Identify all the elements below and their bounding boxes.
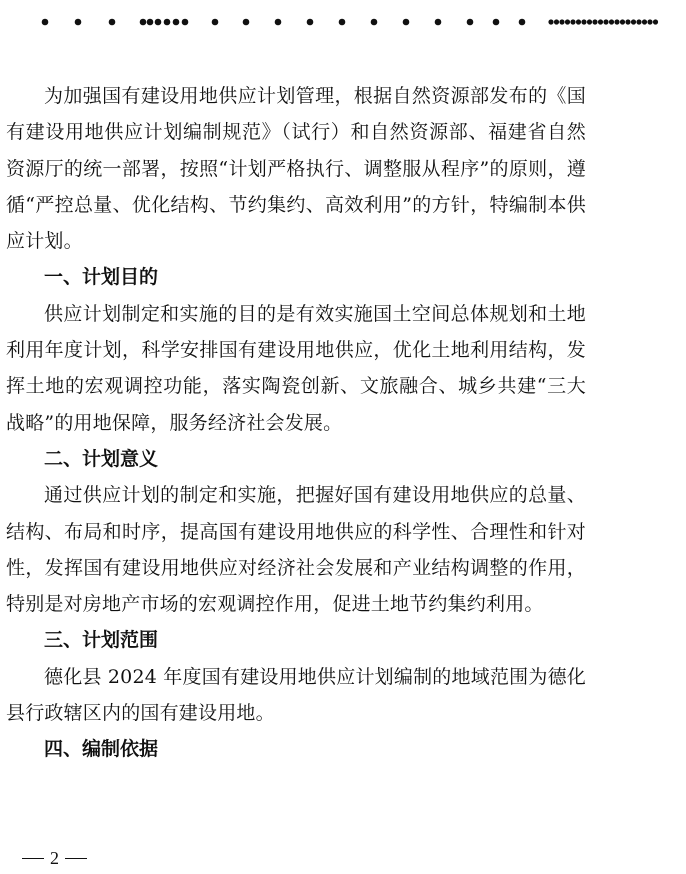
scope-paragraph: 德化县 2024 年度国有建设用地供应计划编制的地域范围为德化县行政辖区内的国有建设用地。 <box>6 665 586 725</box>
page-number: 2 <box>50 848 59 868</box>
document-body <box>6 78 586 768</box>
significance-paragraph: 通过供应计划的制定和实施，把握好国有建设用地供应的总量、结构、布局和时序，提高国有建设用地供应的科学性、合理性和针对性，发挥国有建设用地供应对经济社会发展和产业结构调整的作用，特别是对房地产市场的宏观调控作用，促进土地节约集约利用。 <box>6 484 586 616</box>
intro-paragraph: 为加强国有建设用地供应计划管理，根据自然资源部发布的《国有建设用地供应计划编制规范》（试行）和自然资源部、福建省自然资源厅的统一部署，按照“计划严格执行、调整服从程序”的原则，遵循“严控总量、优化结构、节约集约、高效利用”的方针，特编制本供应计划。 <box>6 85 586 253</box>
purpose-paragraph: 供应计划制定和实施的目的是有效实施国土空间总体规划和土地利用年度计划，科学安排国有建设用地供应，优化土地利用结构，发挥土地的宏观调控功能，落实陶瓷创新、文旅融合、城乡共建“三大战略”的用地保障，服务经济社会发展。 <box>6 302 586 434</box>
section-heading-significance: 二、计划意义 <box>44 447 159 470</box>
section-heading-basis: 四、编制依据 <box>44 738 159 761</box>
page-number-footer <box>22 848 87 869</box>
footer-dash-left <box>22 858 44 859</box>
header-dot-rule <box>40 15 660 29</box>
section-heading-purpose: 一、计划目的 <box>44 266 159 289</box>
footer-dash-right <box>65 858 87 859</box>
section-heading-scope: 三、计划范围 <box>44 629 159 652</box>
